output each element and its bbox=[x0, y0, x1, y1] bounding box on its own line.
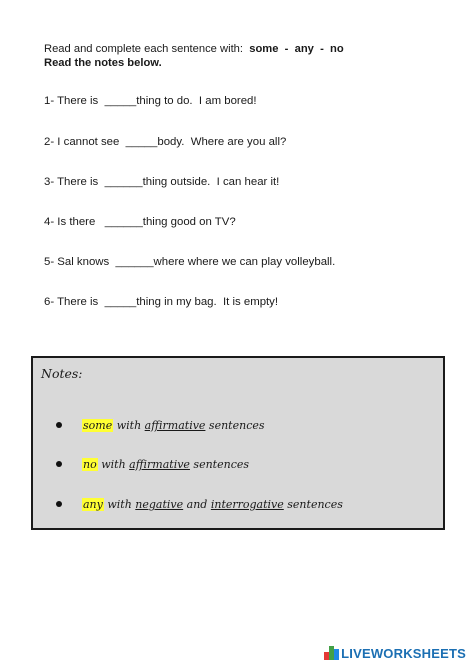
bullet-icon bbox=[56, 422, 62, 428]
bullet-icon bbox=[56, 461, 62, 467]
logo-mark-icon bbox=[324, 646, 338, 660]
instructions bbox=[44, 42, 344, 70]
note-item-some: some with affirmative sentences bbox=[42, 406, 265, 445]
sentence-6: 6- There is _____thing in my bag. It is empty! bbox=[44, 296, 279, 308]
sentence-3: 3- There is ______thing outside. I can hear it! bbox=[44, 176, 280, 188]
instructions-line-1 bbox=[44, 42, 344, 56]
instructions-line-2: Read the notes below. bbox=[44, 57, 162, 69]
note-type: negative bbox=[135, 498, 184, 511]
note-keyword: some bbox=[83, 419, 113, 432]
note-keyword: any bbox=[83, 498, 103, 511]
note-keyword: no bbox=[83, 458, 97, 471]
logo-text: LIVEWORKSHEETS bbox=[341, 645, 466, 661]
liveworksheets-logo bbox=[324, 644, 466, 662]
instructions-prefix: Read and complete each sentence with: bbox=[44, 43, 244, 55]
notes-title: Notes: bbox=[41, 366, 83, 381]
note-type: affirmative bbox=[129, 458, 190, 471]
notes-box bbox=[31, 356, 445, 530]
note-item-no: no with affirmative sentences bbox=[42, 445, 249, 484]
note-item-any: any with negative and interrogative sentences bbox=[42, 485, 343, 524]
note-type: affirmative bbox=[144, 419, 206, 432]
sentence-2: 2- I cannot see _____body. Where are you all? bbox=[44, 136, 287, 148]
instructions-words: some - any - no bbox=[249, 43, 344, 55]
bullet-icon bbox=[56, 501, 62, 507]
note-type-2: interrogative bbox=[210, 498, 284, 511]
sentence-4: 4- Is there ______thing good on TV? bbox=[44, 216, 236, 228]
sentence-1: 1- There is _____thing to do. I am bored! bbox=[44, 95, 257, 107]
sentence-5: 5- Sal knows ______where where we can play volleyball. bbox=[44, 256, 336, 268]
